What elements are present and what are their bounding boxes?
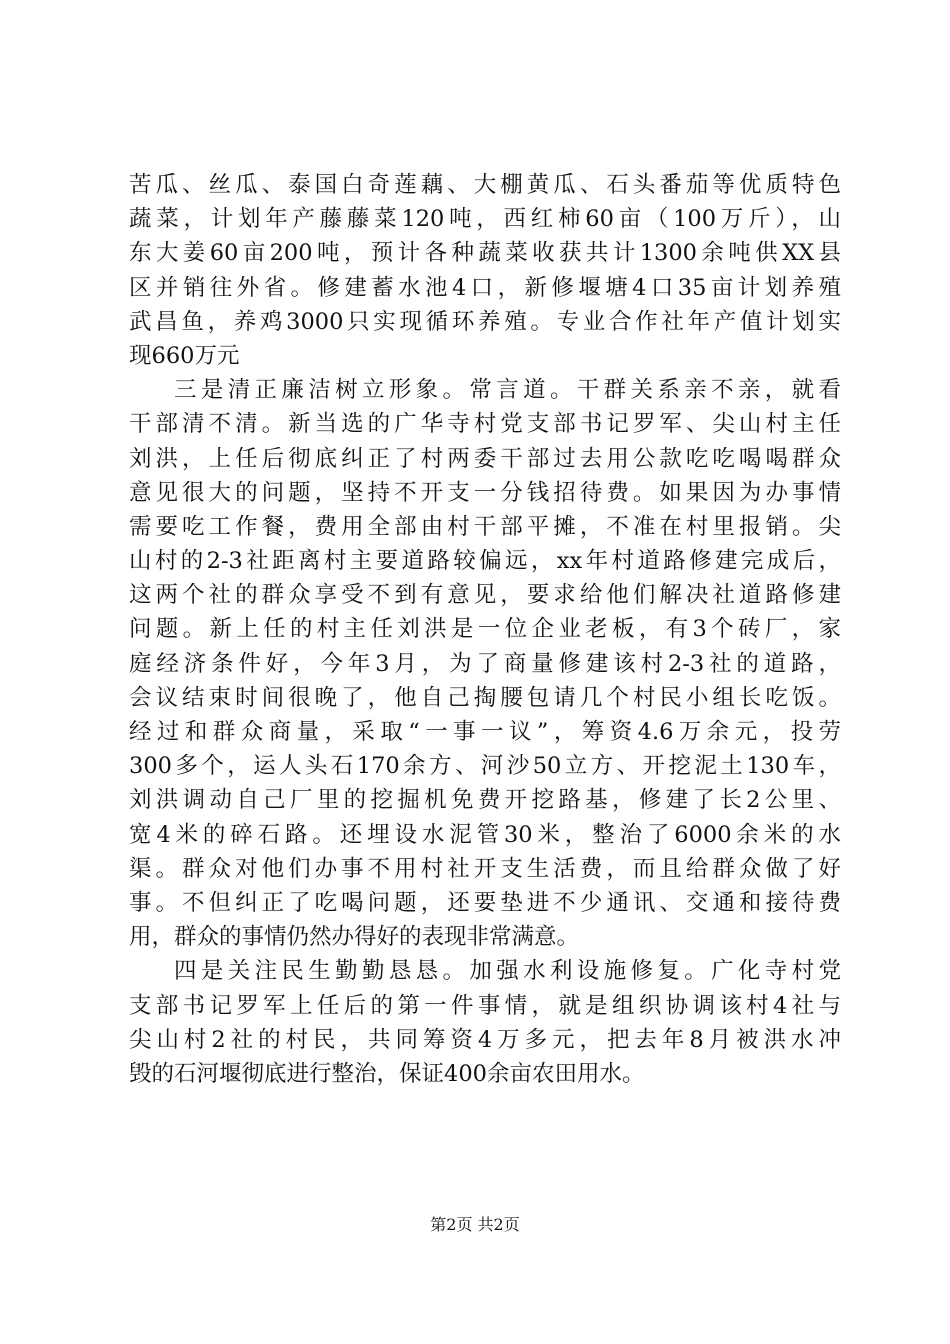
text-line: 需要吃工作餐，费用全部由村干部平摊，不准在村里报销。尖 [129, 513, 841, 540]
text-line: 300多个，运人头石170余方、河沙50立方、开挖泥土130车， [129, 753, 841, 780]
text-line: 用，群众的事情仍然办得好的表现非常满意。 [129, 924, 580, 951]
text-line: 蔬菜，计划年产藤藤菜120吨，西红柿60亩（100万斤），山 [129, 206, 841, 233]
text-line: 毁的石河堰彻底进行整治，保证400余亩农田用水。 [129, 1060, 645, 1087]
text-line: 经过和群众商量，采取“一事一议”，筹资4.6万余元，投劳 [129, 719, 841, 745]
text-line: 区并销往外省。修建蓄水池4口，新修堰塘4口35亩计划养殖 [129, 274, 841, 301]
document-body [129, 168, 841, 1091]
text-line: 刘洪，上任后彻底纠正了村两委干部过去用公款吃吃喝喝群众 [129, 445, 841, 472]
text-line: 现660万元 [129, 342, 240, 369]
page-footer: 第2页 共2页 [430, 1215, 520, 1234]
text-line: 刘洪调动自己厂里的挖掘机免费开挖路基，修建了长2公里、 [129, 787, 841, 814]
text-line: 这两个社的群众享受不到有意见，要求给他们解决社道路修建 [129, 582, 841, 609]
text-line: 苦瓜、丝瓜、泰国白奇莲藕、大棚黄瓜、石头番茄等优质特色 [129, 172, 841, 198]
text-line: 会议结束时间很晚了，他自己掏腰包请几个村民小组长吃饭。 [129, 684, 841, 711]
text-line: 武昌鱼，养鸡3000只实现循环养殖。专业合作社年产值计划实 [129, 308, 841, 335]
text-line: 事。不但纠正了吃喝问题，还要垫进不少通讯、交通和接待费 [129, 889, 841, 916]
text-line: 庭经济条件好，今年3月，为了商量修建该村2-3社的道路， [129, 650, 841, 677]
text-line: 支部书记罗军上任后的第一件事情，就是组织协调该村4社与 [129, 992, 841, 1019]
text-line: 宽4米的碎石路。还埋设水泥管30米，整治了6000余米的水 [129, 821, 841, 848]
text-line: 尖山村2社的村民，共同筹资4万多元，把去年8月被洪水冲 [129, 1026, 841, 1053]
text-line: 问题。新上任的村主任刘洪是一位企业老板，有3个砖厂，家 [129, 616, 841, 643]
paragraph-first-line: 四是关注民生勤勤恳恳。加强水利设施修复。广化寺村党 [174, 958, 841, 985]
text-line: 渠。群众对他们办事不用村社开支生活费，而且给群众做了好 [129, 855, 841, 882]
text-line: 干部清不清。新当选的广华寺村党支部书记罗军、尖山村主任 [129, 411, 841, 438]
text-line: 东大姜60亩200吨，预计各种蔬菜收获共计1300余吨供XX县 [129, 240, 841, 267]
paragraph-first-line: 三是清正廉洁树立形象。常言道。干群关系亲不亲，就看 [174, 377, 841, 404]
text-line: 山村的2-3社距离村主要道路较偏远，xx年村道路修建完成后， [129, 548, 841, 575]
text-line: 意见很大的问题，坚持不开支一分钱招待费。如果因为办事情 [129, 479, 841, 506]
